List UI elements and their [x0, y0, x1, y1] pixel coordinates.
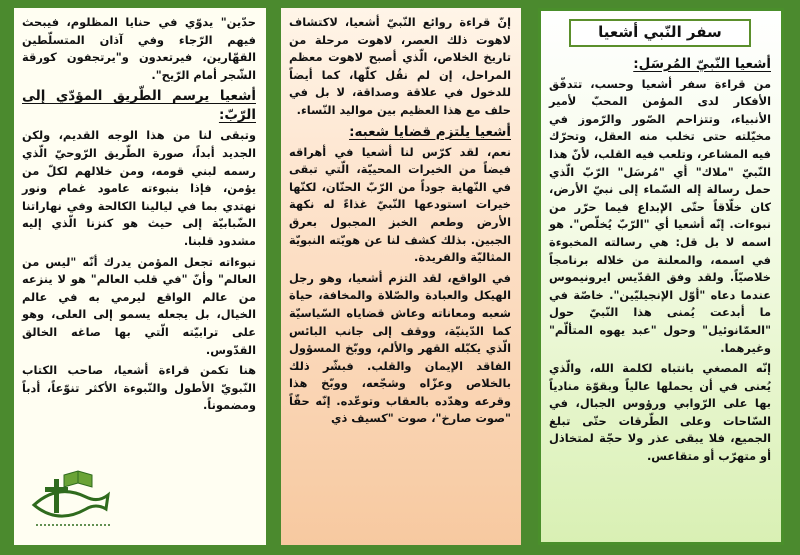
right-paragraph-2: إنّه المصغي بانتباه لكلمة الله، والّذي يُعنى في أن يحملها عالياً وبقوّة منادياً بها على الرّوابي ورؤوس الجبال، في السّاحات وعلى الطّرقات حتّى تبلغ الجميع، فلا يبقى عذر ولا حجّة لمتخاذل أو متهرّب أو متقاعس. — [549, 361, 771, 464]
left-paragraph-2: وتبقى لنا من هذا الوجه القديم، ولكن الجديد أبداً، صورة الطّريق الرّوحيّ الّذي رسمه لبني قومه، ومن خلالهم لكلّ من يؤمن، فإذا بنبوءته عامود غمام ونور نهتدي بما في ليالينا الكالحة وفي نهاراتنا الضّبابيّة إلى حيث هو كنزنا الّذي إليه مشدود قلبنا. — [22, 128, 256, 248]
page-title: سفر النّبي أشعيا — [569, 19, 751, 47]
left-heading: أشعيا يرسم الطّريق المؤدّي إلى الرّبّ: — [22, 88, 256, 124]
right-panel — [538, 8, 784, 545]
middle-paragraph-1: إنّ قراءة روائع النّبيّ أشعيا، لاكتشاف لاهوت ذلك العصر، لاهوت مرحلة من تاريخ الخلاص، الّذي أصبح لاهوت معظم المراحل، إن لم نقُل كلّها، كما أيضاً للدخول في علاقة وصداقة، لا بل في حلف مع هذا العظيم بين مواليد النّساء. — [289, 15, 511, 117]
right-heading: أشعيا النّبيّ المُرسَل: — [633, 55, 771, 72]
middle-paragraph-2: نعم، لقد كرّس لنا أشعيا في أهراقه فيضاً من الخيرات المحييّة، الّتي تبقى في النّهاية جوداً من الرّبّ الحنّان، لكنّها خيرات استودعها النّبيّ غذاءً له نكهة الأرض وطعم الخبز المجبول بعرق الجبين. بذلك كشف لنا عن هويّته النبويّة المثاليّة والفريدة. — [289, 144, 511, 265]
middle-panel — [281, 8, 521, 545]
middle-heading: أشعيا يلتزم قضايا شعبه: — [349, 123, 511, 140]
left-paragraph-4: هنا تكمن قراءة أشعيا، صاحب الكتاب النّبويّ الأطول والنّبوءة الأكثر تنوّعاً، أدباً ومضموناً. — [22, 363, 256, 413]
right-paragraph-1: من قراءة سفر أشعيا وحسب، تتدفّق الأفكار لدى المؤمن المحبّ لأمير الأنبياء، وتتزاحم الصّور والرّموز في مخيّلته حتى تخلب منه العقل، وتحرّك فيه المشاعر، وتلعب فيه القلب، لأنّ هذا النّبيّ "ملاك" أي "مُرسَل" الرّبّ الّذي حمل رسالة إله السّماء إلى نبيّ الأرض، كان خلّاقاً حتّى الإبداع فيما حرّر من نبوءات. إنّه أشعيا أي "الرّبّ يُخلّص". هو اسمه لا بل قل: هي رسالته المخبوءة في اسمه، والمعلنة من خلاله برنامجاً خلاصيّاً. ولقد وفق القدّيس ايرونيموس عندما دعاه "أوّل الإنجيليّين". خاصّة في ما أبدعت يُمنى هذا النّبيّ حول "العمّانوئيل" وحول "عبد يهوه المتألّم" وغيرهما. — [549, 76, 771, 355]
fish-cross-bible-logo-icon — [28, 465, 118, 533]
left-panel — [14, 8, 266, 545]
left-paragraph-1: حدّين" يدوّي في حنايا المظلوم، فيبحث فيهم الرّجاء وفي آذان المتسلّطين القهّارين، فيرتعدون و"يرتجفون كورقة الشّجر أمام الرّيح". — [22, 15, 256, 82]
left-paragraph-3: نبوءاته تجعل المؤمن يدرك أنّه "ليس من العالم" وأنّ "في قلب العالم" هو لا ينزعه من عالم الواقع ليرمي به في عالم الخيال، بل يجعله يسمو إلى العلى، وهو على ترابيّته الّتي بها صاغه الخالق القدّوس. — [22, 254, 256, 357]
middle-paragraph-3: في الواقع، لقد التزم أشعيا، وهو رجل الهيكل والعبادة والصّلاة والمخافة، حياة شعبه ومعاناته وعاش قضاياه السّياسيّة كما الدّينيّة، ووقف إلى جانب البائس الّذي يكبّله القهر والألم، ووبّخ المسؤول الفاقد الإيمان والقلب. فبشّر ذلك بالخلاص وعزّاه وشجّعه، ووبّخ هذا وقرعه وهدّده بالعقاب وتوعّده. إنّه حقّاً "صوت صارخ"، صوت "كسيف ذي — [289, 270, 511, 426]
